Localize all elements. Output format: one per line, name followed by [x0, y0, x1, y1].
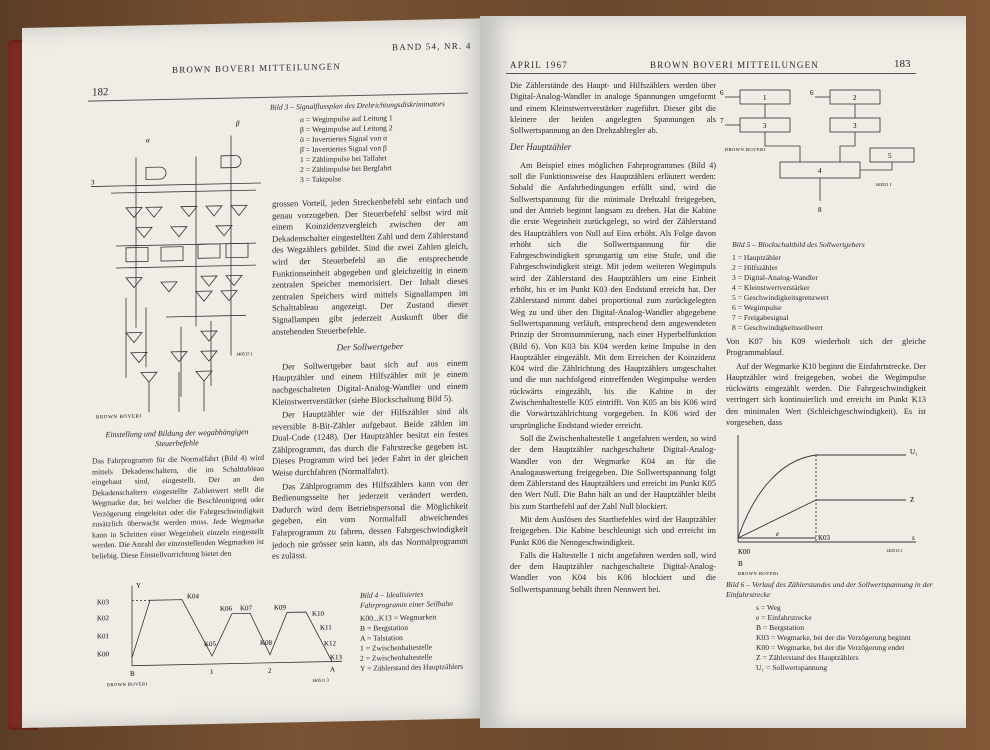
fig6-brand: BROWN BOVERI	[738, 571, 779, 576]
fig4-label: K03	[97, 598, 110, 607]
fig5-legend-item: 3 = Digital-Analog-Wandler	[732, 273, 818, 282]
fig4-legend-item: B = Bergstation	[360, 622, 409, 633]
fig5-legend-item: 1 = Hauptzähler	[732, 253, 781, 262]
fig3-legend-item: 2 = Zählimpulse bei Bergfahrt	[300, 163, 392, 175]
text-column-left	[510, 80, 716, 597]
fig6-legend-item: U₁ = Sollwertspannung	[756, 663, 828, 672]
svg-text:β: β	[236, 119, 240, 128]
fig5-legend-item: 5 = Geschwindigkeitsgrenzwert	[732, 293, 829, 302]
text-column-right	[726, 336, 926, 430]
fig6-label-b: B	[738, 560, 743, 568]
fig4-label: K13	[330, 653, 343, 662]
fig6-legend-item: B = Bergstation	[756, 623, 805, 632]
fig6-id: 140513 1	[886, 548, 903, 553]
fig4-label: A	[330, 665, 336, 674]
paragraph: Von K07 bis K09 wiederholt sich der gleiche Programmablauf.	[726, 337, 926, 358]
paragraph: grossen Vorteil, jeden Streckenbefehl sehr einfach und genau vorzugeben. Der Steuerbefehl selbst wird mit einem Koinzidenzvergleich zwischen der am Dekadenschalter eingestellten Zahl und dem Zählerstand des Wegzählers gebildet. Sind die zwei Zahlen gleich, wird der Steuerbefehl an die entsprechende Funktionseinheit abgegeben und gleichzeitig in einem zentralen Speicher memorisiert. Der Inhalt dieses zentralen Speichers wird mittels Signallampen im Schalttableau angezeigt. Der Zustand dieser Signallampen gibt jederzeit Auskunft über die anstehenden Steuerbefehle.	[272, 194, 468, 337]
fig4-legend-item: Y = Zählerstand des Hauptzählers	[360, 661, 464, 673]
fig3-legend-item: 1 = Zählimpulse bei Talfahrt	[300, 153, 387, 165]
fig5-legend-item: 8 = Geschwindigkeitssollwert	[732, 323, 823, 332]
fig4-label: K01	[97, 632, 110, 641]
issue-label: BAND 54, NR. 4	[392, 40, 472, 53]
fig5-caption	[732, 240, 932, 333]
fig4-id: 140511 3	[312, 677, 329, 683]
svg-text:3: 3	[763, 122, 767, 130]
page-number: 183	[894, 58, 911, 70]
text-column-right	[272, 195, 468, 565]
paragraph: Soll die Zwischenhaltestelle 1 angefahren werden, so wird der dem Hauptzähler nachgeschaltete Digital-Analog-Wandler von der Wegmarke K04 an für die Analogauswertung freigegeben. Die Sollwertspannung folgt dem Zählerstand des Hauptzählers und erreicht im Punkt K05 den Wert Null. Die Bahn hält an und der Hauptzähler bleibt bis zum Startbefehl auf der Zahl Null blockiert.	[510, 433, 716, 511]
fig3-title: Bild 3 – Signalflussplan des Drehrichtungsdiskriminators	[270, 99, 446, 112]
paragraph: Auf der Wegmarke K10 beginnt die Einfahrtstrecke. Der Hauptzähler wird freigegeben, wobei die Wegimpulse rückwärts eingezählt werden. Die Fahrgeschwindigkeit verringert sich kontinuierlich und erreicht im Punkt K13 den minimalen Wert (Schleichgeschwindigkeit). Es ist vorgesehen, dass	[726, 361, 926, 428]
fig4-label: Y	[136, 581, 142, 590]
fig4-label: K11	[320, 623, 332, 632]
paragraph: Mit dem Auslösen des Startbefehles wird der Hauptzähler freigegeben. Die Kabine beschleunigt sich und erreicht im Punkt K06 die Nenngeschwindigkeit.	[510, 514, 716, 547]
svg-text:6: 6	[720, 89, 724, 97]
fig5-brand: BROWN BOVERI	[725, 147, 766, 152]
right-page	[480, 16, 966, 728]
fig4-label: K00	[97, 650, 110, 659]
fig3-legend-item: β̄ = Invertiertes Signal von β	[300, 143, 387, 155]
fig4-caption	[360, 589, 470, 674]
svg-text:7: 7	[720, 117, 724, 125]
fig5-id: 140521 1	[875, 182, 892, 187]
fig4-label: K09	[274, 603, 287, 612]
fig3-id: 140515 1	[236, 351, 253, 357]
paragraph: Der Hauptzähler wie der Hilfszähler sind als reversible 8-Bit-Zähler aufgebaut. Beide zählen im Dual-Code (1248). Der Hauptzähler besitzt ein festes Zählprogramm, das durch die Fahrstrecke gegeben ist. Dieses Programm wird bei jeder Fahrt in der gleichen Weise durchfahren (Normalfahrt).	[272, 405, 468, 478]
fig3-legend-item: ᾱ = Invertiertes Signal von α	[300, 133, 388, 145]
fig6-legend-item: s = Weg	[756, 603, 781, 612]
fig4-legend-item: 1 = Zwischenhaltestelle	[360, 642, 433, 653]
fig6-curve-chart	[726, 430, 926, 580]
fig6-label-k00: K00	[738, 548, 751, 556]
fig5-title: Bild 5 – Blockschaltbild des Sollwertgebers	[732, 240, 865, 249]
fig3-logic-diagram	[86, 95, 266, 429]
fig4-label: K02	[97, 614, 110, 623]
svg-text:6: 6	[810, 89, 814, 97]
fig3-brand: BROWN BOVERI	[96, 414, 142, 421]
fig6-legend-item: K00 = Wegmarke, bei der die Verzögerung endet	[756, 643, 905, 652]
fig6-label-e: e	[776, 530, 780, 538]
fig6-label-s: s	[912, 534, 915, 542]
section-heading: Der Sollwertgeber	[336, 341, 404, 353]
header-date: APRIL 1967	[510, 60, 568, 70]
fig6-caption	[726, 580, 936, 673]
fig6-legend-item: Z = Zählerstand des Hauptzählers	[756, 653, 859, 662]
text-column-left	[92, 453, 264, 564]
fig6-legend-item: K03 = Wegmarke, bei der die Verzögerung beginnt	[756, 633, 911, 642]
fig4-label: K08	[260, 638, 273, 648]
svg-text:3: 3	[91, 178, 95, 187]
paragraph: Die Zählerstände des Haupt- und Hilfszählers werden über Digital-Analog-Wandler in analoge Spannungen umgeformt und einem Kleinstwertverstärker zugeführt. Dieser gibt die kleinere der beiden angelegten Spannungen als Sollwertspannung an den Drehzahlregler ab.	[510, 81, 716, 136]
section-heading: Der Hauptzähler	[510, 142, 572, 153]
running-header: BROWN BOVERI MITTEILUNGEN	[172, 61, 341, 75]
svg-text:α: α	[146, 136, 150, 145]
fig4-legend-item: 2 = Zwischenhaltestelle	[360, 652, 433, 663]
paragraph: Der Sollwertgeber baut sich auf aus einem Hauptzähler und einem Hilfszähler mit je einem nachgeschalteten Digital-Analog-Wandler und einem Kleinstwertverstärker (siehe Blockschaltung Bild 5).	[272, 357, 468, 407]
paragraph: Am Beispiel eines möglichen Fahrprogrammes (Bild 4) soll die Funktionsweise des Hauptzählers erläutert werden: Sobald die Anfahrbedingungen erfüllt sind, wird die Sollwertspannung für die minimale Drehzahl freigegeben, und der Antrieb beginnt langsam zu drehen. Hat die Kabine die erste Wegeinheit zurückgelegt, so wird der Zählerstand des Hauptzählers von Null auf Eins erhöht. Als Folge davon erhöht sich die Sollwertspannung für die Fahrgeschwindigkeit sprungartig um eine Stufe, und die Fahrgeschwindigkeit steigt. Mit jedem weiteren Wegimpuls wird der Zählerstand des Hauptzählers um eine Einheit erhöht, bis er im Punkt K03 den Endstand erreicht hat. Der Zählerstand nimmt dabei proportional zum zurückgelegten Weg zu und über den Digital-Analog-Wandler abgegebene Sollwertspannung verläuft, entsprechend dem angewendeten Prinzip der Stromsummierung, nach einer Hyperbelfunktion (Bild 6). Von K03 bis K04 werden keine Impulse in den Hauptzähler eingezählt. Mit dem Erreichen der Koinzidenz K04 wird die Zählrichtung des Hauptzählers umgeschaltet und die nun nachfolgend eintreffenden Wegimpulse werden rückwärts eingezählt, bis die Kabine in der Zwischenhaltestelle K05 eintrifft. Von K05 an bis K06 wird die Vorwärtszählrichtung vorgegeben. In K06 wird der ursprüngliche Endstand wieder erreicht.	[510, 160, 716, 430]
fig5-legend-item: 4 = Kleinstwertverstärker	[732, 283, 810, 292]
fig4-brand: BROWN BOVERI	[107, 681, 148, 688]
left-page	[22, 18, 492, 728]
fig5-block-diagram	[720, 86, 920, 236]
fig3-caption	[270, 99, 460, 186]
fig3-legend-item: β = Wegimpulse auf Leitung 2	[300, 123, 393, 135]
svg-text:2: 2	[853, 94, 857, 102]
paragraph: Das Fahrprogramm für die Normalfahrt (Bild 4) wird mittels Dekadenschaltern, die im Schalttableau eingebaut sind, eingestellt. Der an den Dekadenschaltern eingestellte Zahlenwert stellt die Wegmarke dar, bei welcher die Beschleunigung oder Verzögerung eingeleitet oder die Fahrgeschwindigkeit zusätzlich überwacht werden muss. Jede Wegmarke kann in Schritten einer Wegeinheit einzeln eingestellt werden. Die Anzahl der einzustellenden Wegmarken ist beliebig. Diese Einstellvorrichtung bietet den	[92, 452, 264, 561]
paragraph: Das Zählprogramm des Hilfszählers kann von der Bedienungsseite her jederzeit verändert werden. Dadurch wird dem Betriebspersonal die Möglichkeit gegeben, ein vom Normalfall abweichendes Fahrprogramm zu fahren, dessen Fahrgeschwindigkeit jedoch nie grösser sein kann, als das Normalprogramm es zulässt.	[272, 477, 468, 561]
fig4-label: K05	[204, 639, 217, 649]
fig6-title: Bild 6 – Verlauf des Zählerstandes und der Sollwertspannung in der Einfahrstrecke	[726, 580, 933, 599]
fig3-legend-item: α = Wegimpulse auf Leitung 1	[300, 113, 393, 125]
fig4-label: K10	[312, 609, 325, 618]
fig4-label: K07	[240, 604, 253, 613]
fig5-legend-item: 2 = Hilfszähler	[732, 263, 778, 272]
fig3-legend-item: 3 = Taktpulse	[300, 174, 342, 185]
header-rule	[506, 73, 916, 74]
svg-text:1: 1	[763, 94, 767, 102]
fig5-legend-item: 7 = Freigabesignal	[732, 313, 789, 322]
fig6-label-u: U₁	[910, 448, 918, 456]
fig4-label: K12	[324, 639, 337, 648]
fig6-label-z: Z	[910, 496, 915, 504]
fig3-subcaption: Einstellung und Bildung der wegabhängigen Steuerbefehle	[105, 427, 249, 449]
fig4-legend-item: A = Talstation	[360, 633, 403, 643]
fig5-legend-item: 6 = Wegimpulse	[732, 303, 782, 312]
fig4-label: K06	[220, 604, 233, 613]
paragraph: Falls die Haltestelle 1 nicht angefahren werden soll, wird der dem Hauptzähler nachgeschaltete Digital-Analog-Wandler von K04 bis K06 blockiert und die Sollwertspannung behält ihren Nennwert bei.	[510, 550, 716, 594]
fig4-title: Bild 4 – Idealisiertes Fahrprogramm einer Seilbahn	[360, 589, 453, 610]
fig4-label: 2	[268, 666, 272, 675]
svg-text:3: 3	[853, 122, 857, 130]
svg-text:8: 8	[818, 206, 822, 214]
page-number: 182	[92, 86, 109, 99]
running-header: BROWN BOVERI MITTEILUNGEN	[650, 60, 819, 70]
fig6-legend-item: e = Einfahrstrecke	[756, 613, 812, 622]
fig4-label: 1	[210, 667, 214, 677]
svg-text:4: 4	[818, 167, 822, 175]
fig6-label-k03: K03	[818, 534, 831, 542]
fig4-fahrprogramm-chart	[92, 571, 352, 696]
fig4-label: B	[130, 669, 135, 678]
fig4-label: K04	[187, 592, 200, 601]
fig4-legend-item: K00...K13 = Wegmarken	[360, 612, 437, 623]
svg-text:5: 5	[888, 152, 892, 160]
